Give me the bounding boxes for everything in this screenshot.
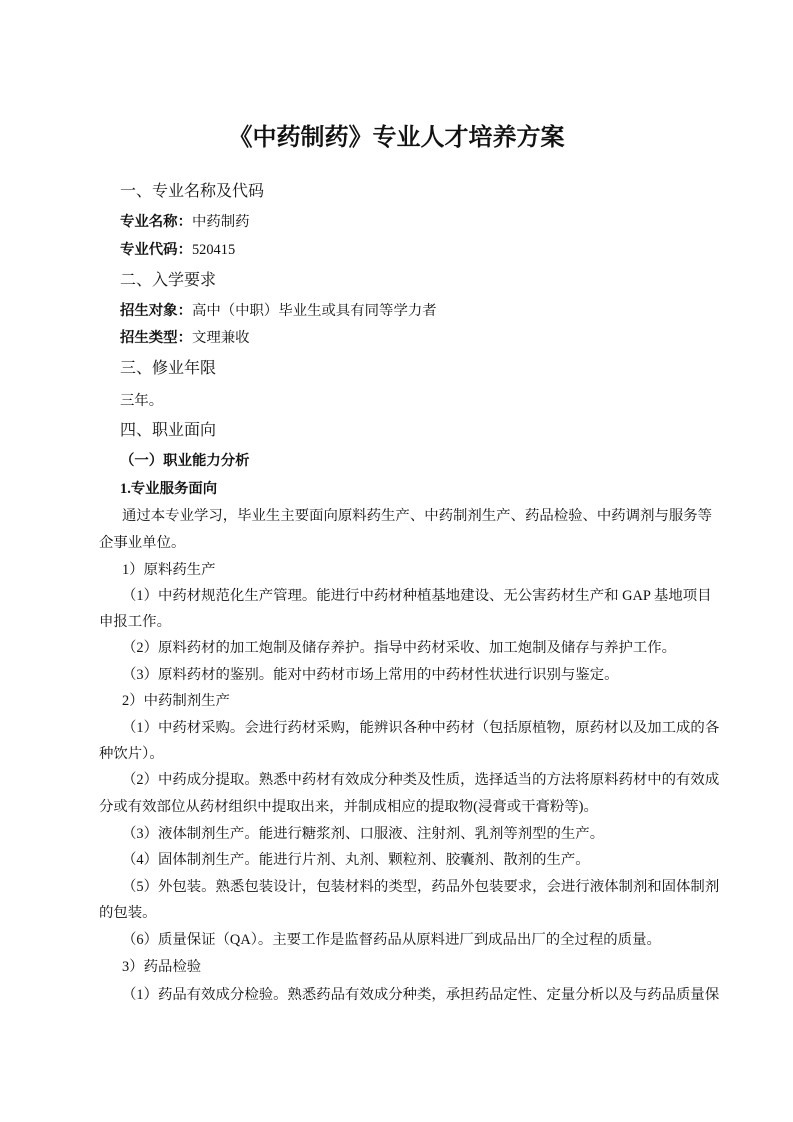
major-code-label: 专业代码： [120,242,192,258]
list-item-line: （1）药品有效成分检验。熟悉药品有效成分种类，承担药品定性、定量分析以及与药品质量保 [122,987,720,1003]
subheading-ability-analysis: （一）职业能力分析 [120,453,250,469]
list-item-line: 的包装。 [99,905,157,921]
list-item-line: （1）中药材采购。会进行药材采购，能辨识各种中药材（包括原植物，原药材以及加工成的各 [122,720,720,736]
paragraph-line: 通过本专业学习，毕业生主要面向原料药生产、中药制剂生产、药品检验、中药调剂与服务等 [122,508,713,524]
major-name-value: 中药制药 [191,214,250,230]
section-heading-4: 四、职业面向 [120,420,217,439]
study-duration: 三年。 [120,393,164,409]
enrollment-type-row [120,329,250,347]
enrollment-type-label: 招生类型： [120,330,192,346]
list-item-line: （1）中药材规范化生产管理。能进行中药材种植基地建设、无公害药材生产和 GAP 基地项目 [122,588,712,604]
enrollment-target-value: 高中（中职）毕业生或具有同等学力者 [191,303,437,319]
list-item-line: （5）外包装。熟悉包装设计，包装材料的类型，药品外包装要求，会进行液体制剂和固体制剂 [122,879,720,895]
major-code-row [120,241,235,259]
subheading-service-orientation: 1.专业服务面向 [120,481,218,497]
enrollment-target-label: 招生对象： [120,303,192,319]
paragraph-line: 企事业单位。 [99,535,186,551]
list-item-line: 申报工作。 [99,614,171,630]
section-heading-3: 三、修业年限 [120,358,217,377]
list-item-line: （3）液体制剂生产。能进行糖浆剂、口服液、注射剂、乳剂等剂型的生产。 [122,826,605,842]
section-heading-2: 二、入学要求 [120,270,217,289]
list-item-line: 种饮片）。 [99,746,164,762]
major-code-value: 520415 [191,242,236,258]
document-title: 《中药制药》专业人才培养方案 [228,125,565,151]
list-item-line: （2）原料药材的加工炮制及储存养护。指导中药材采收、加工炮制及储存与养护工作。 [122,640,677,656]
list-item-line: 分或有效部位从药材组织中提取出来，并制成相应的提取物(浸膏或干膏粉等)。 [99,799,598,815]
enrollment-type-value: 文理兼收 [191,330,250,346]
section-heading-1: 一、专业名称及代码 [120,181,265,200]
list-item-line: （4）固体制剂生产。能进行片剂、丸剂、颗粒剂、胶囊剂、散剂的生产。 [122,852,590,868]
major-name-row [120,213,250,231]
list-item-line: （2）中药成分提取。熟悉中药材有效成分种类及性质，选择适当的方法将原料药材中的有效成 [122,772,720,788]
list-item-line: （6）质量保证（QA）。主要工作是监督药品从原料进厂到成品出厂的全过程的质量。 [122,932,661,948]
group-title: 3）药品检验 [122,959,202,975]
group-title: 2）中药制剂生产 [122,693,230,709]
list-item-line: （3）原料药材的鉴别。能对中药材市场上常用的中药材性状进行识别与鉴定。 [122,667,619,683]
major-name-label: 专业名称： [120,214,192,230]
enrollment-target-row [120,302,437,320]
group-title: 1）原料药生产 [122,562,216,578]
